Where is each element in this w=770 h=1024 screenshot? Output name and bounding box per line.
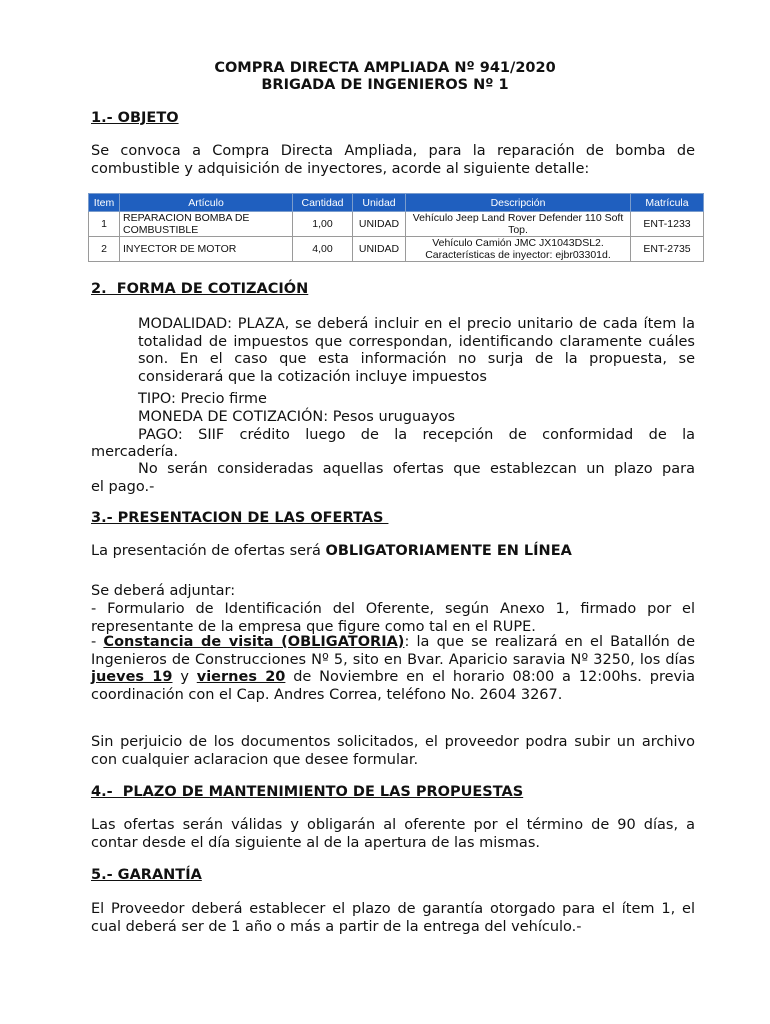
tipo-line: TIPO: Precio firme xyxy=(138,391,267,407)
column-header: Item xyxy=(89,194,120,212)
formulario-paragraph: - Formulario de Identificación del Oferente, según Anexo 1, firmado por el representante de la empresa que figure como tal en el RUPE. xyxy=(91,601,695,635)
constancia-text-end: de Noviembre en el horario 08:00 a 12:00hs. previa coordinación con el Cap. Andres Correa, teléfono No. 2604 3267. xyxy=(91,669,696,703)
section-heading-garantia: 5.- GARANTÍA xyxy=(91,867,202,883)
plazo-mantenimiento-paragraph: Las ofertas serán válidas y obligarán al oferente por el término de 90 días, a contar desde el día siguiente al de la apertura de las mismas. xyxy=(91,817,695,851)
constancia-paragraph xyxy=(91,634,695,704)
constancia-bold: Constancia de visita (OBLIGATORIA) xyxy=(103,634,405,650)
items-table xyxy=(88,193,704,262)
viernes-text: viernes 20 xyxy=(196,669,286,685)
dash-text: - xyxy=(91,634,104,650)
objeto-paragraph: Se convoca a Compra Directa Ampliada, para la reparación de bomba de combustible y adquisición de inyectores, acorde al siguiente detalle: xyxy=(91,143,695,177)
pago-line-continuation: mercadería. xyxy=(91,444,179,460)
cell-unidad: UNIDAD xyxy=(353,212,406,237)
column-header: Unidad xyxy=(353,194,406,212)
table-header-row xyxy=(89,194,704,212)
moneda-line: MONEDA DE COTIZACIÓN: Pesos uruguayos xyxy=(138,409,456,425)
section-heading-forma-cotizacion: 2. FORMA DE COTIZACIÓN xyxy=(91,281,309,297)
garantia-paragraph: El Proveedor deberá establecer el plazo de garantía otorgado para el ítem 1, el cual deberá ser de 1 año o más a partir de la entrega del vehículo.- xyxy=(91,901,695,935)
plazo-pago-continuation: el pago.- xyxy=(91,479,155,495)
column-header: Matrícula xyxy=(631,194,704,212)
presentacion-text: La presentación de ofertas será xyxy=(91,543,326,559)
cell-cantidad: 4,00 xyxy=(293,237,353,262)
cell-matricula: ENT-2735 xyxy=(631,237,704,262)
jueves-text: jueves 19 xyxy=(91,669,173,685)
constancia-text: : la que se realizará en el Batallón de Ingenieros de Construcciones Nº 5, sito en Bvar. Aparicio saravia Nº 3250, los días xyxy=(91,634,695,668)
cell-descripcion: Vehículo Jeep Land Rover Defender 110 Soft Top. xyxy=(406,212,631,237)
document-title: COMPRA DIRECTA AMPLIADA Nº 941/2020 xyxy=(214,60,556,76)
document-subtitle: BRIGADA DE INGENIEROS Nº 1 xyxy=(261,77,509,93)
cell-matricula: ENT-1233 xyxy=(631,212,704,237)
cell-cantidad: 1,00 xyxy=(293,212,353,237)
modalidad-paragraph: MODALIDAD: PLAZA, se deberá incluir en el precio unitario de cada ítem la totalidad de impuestos que correspondan, identificando claramente cuáles son. En el caso que esta información no surja de la propuesta, se considerará que la cotización incluye impuestos xyxy=(138,316,695,385)
cell-unidad: UNIDAD xyxy=(353,237,406,262)
section-heading-objeto: 1.- OBJETO xyxy=(91,110,179,126)
presentacion-line xyxy=(91,543,572,561)
section-heading-presentacion: 3.- PRESENTACION DE LAS OFERTAS xyxy=(91,510,389,526)
table-row xyxy=(89,212,704,237)
cell-articulo: INYECTOR DE MOTOR xyxy=(120,237,293,262)
column-header: Cantidad xyxy=(293,194,353,212)
cell-item: 1 xyxy=(89,212,120,237)
pago-line: PAGO: SIIF crédito luego de la recepción de conformidad de la xyxy=(138,427,695,443)
cell-articulo: REPARACION BOMBA DE COMBUSTIBLE xyxy=(120,212,293,237)
table-row xyxy=(89,237,704,262)
column-header: Descripción xyxy=(406,194,631,212)
cell-item: 2 xyxy=(89,237,120,262)
plazo-pago-line: No serán consideradas aquellas ofertas que establezcan un plazo para xyxy=(138,461,695,477)
cell-descripcion: Vehículo Camión JMC JX1043DSL2. Características de inyector: ejbr03301d. xyxy=(406,237,631,262)
obligatoriamente-text: OBLIGATORIAMENTE EN LÍNEA xyxy=(325,543,572,559)
y-text: y xyxy=(172,669,197,685)
adjuntar-line: Se deberá adjuntar: xyxy=(91,583,236,599)
perjuicio-paragraph: Sin perjuicio de los documentos solicitados, el proveedor podra subir un archivo con cualquier aclaracion que desee formular. xyxy=(91,734,695,768)
section-heading-plazo-mantenimiento: 4.- PLAZO DE MANTENIMIENTO DE LAS PROPUESTAS xyxy=(91,784,524,800)
column-header: Artículo xyxy=(120,194,293,212)
